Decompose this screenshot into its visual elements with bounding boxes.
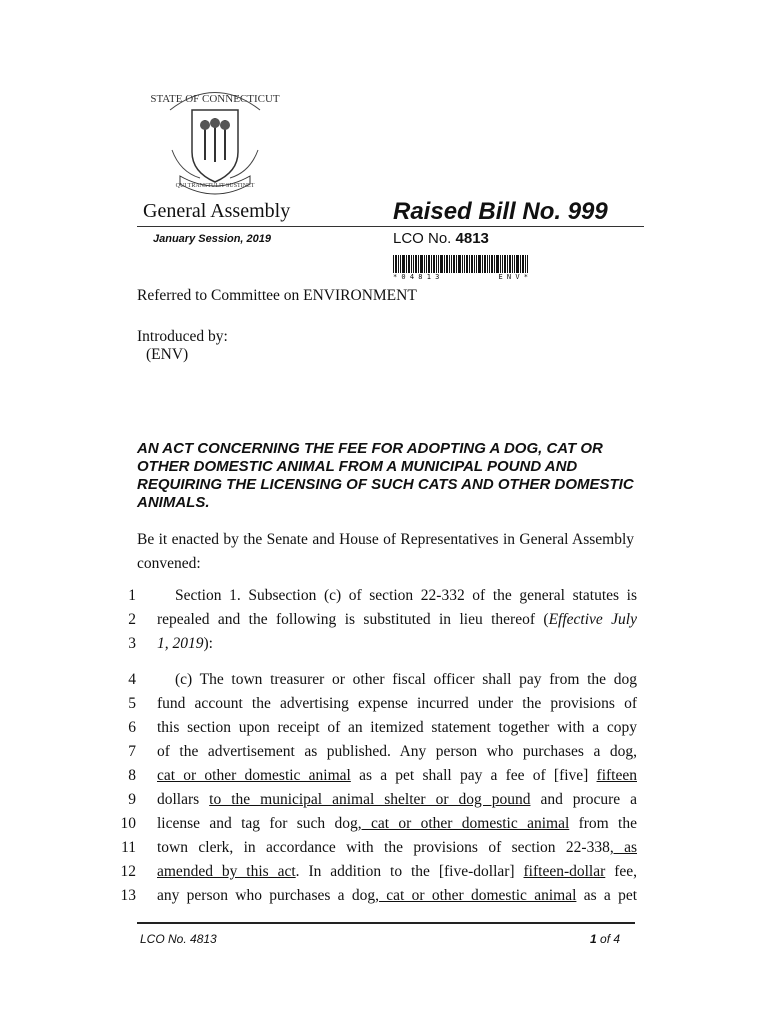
introduced-label: Introduced by: [137, 328, 228, 345]
general-assembly-heading: General Assembly [143, 200, 291, 222]
barcode-caption: * 0 4 8 1 3 E N V * [393, 273, 528, 281]
page-number: 1 of 4 [590, 932, 621, 946]
act-title: AN ACT CONCERNING THE FEE FOR ADOPTING A DOG, CAT OR OTHER DOMESTIC ANIMAL FROM A MUNICIPAL POUND AND REQUIRING THE LICENSING OF SUCH CATS AND OTHER DOMESTIC ANIMALS. [137, 440, 634, 511]
connecticut-seal-image [150, 80, 280, 195]
bill-line: 4 (c) The town treasurer or other fiscal officer shall pay from the dog [128, 671, 637, 688]
bill-line: 7 of the advertisement as published. Any person who purchases a dog, [128, 743, 637, 760]
bill-line: 12 amended by this act. In addition to the [five-dollar] fifteen-dollar fee, [120, 863, 637, 880]
bill-line: 3 1, 2019): [128, 635, 213, 652]
footer-rule [137, 922, 635, 924]
bill-line: 10 license and tag for such dog, cat or other domestic animal from the [120, 815, 637, 832]
bill-line: 5 fund account the advertising expense incurred under the provisions of [128, 695, 637, 712]
header-rule [137, 226, 644, 227]
enacting-clause: Be it enacted by the Senate and House of Representatives in General Assembly convened: [137, 531, 634, 572]
seal-lettering: STATE OF CONNECTICUT [150, 93, 280, 105]
introducer: (ENV) [146, 346, 189, 363]
bill-line: 11 town clerk, in accordance with the provisions of section 22-338, as [121, 839, 637, 856]
bill-line: 2 repealed and the following is substituted in lieu thereof (Effective July [128, 611, 637, 628]
footer-lco: LCO No. 4813 [140, 932, 217, 946]
bill-line: 1 Section 1. Subsection (c) of section 22-332 of the general statutes is [128, 587, 637, 604]
bill-line: 8 cat or other domestic animal as a pet shall pay a fee of [five] fifteen [128, 767, 637, 784]
seal-banner-text: QUI TRANSTULIT SUSTINET [175, 183, 255, 189]
lco-number: LCO No. 4813 [393, 230, 489, 247]
committee-referral: Referred to Committee on ENVIRONMENT [137, 287, 417, 304]
bill-line: 6 this section upon receipt of an itemized statement together with a copy [128, 719, 637, 736]
bill-line: 9 dollars to the municipal animal shelter or dog pound and procure a [128, 791, 637, 808]
bill-title: Raised Bill No. 999 [393, 198, 608, 225]
bill-line: 13 any person who purchases a dog, cat or other domestic animal as a pet [120, 887, 638, 904]
session-label: January Session, 2019 [153, 233, 272, 245]
barcode [393, 255, 528, 273]
